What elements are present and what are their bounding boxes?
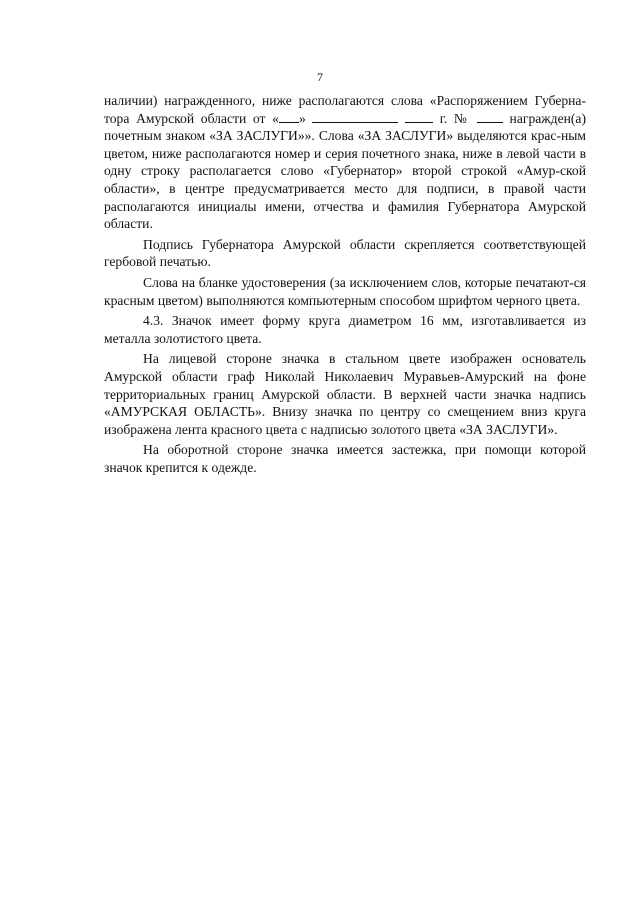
paragraph-6: На оборотной стороне значка имеется застежка, при помощи которой значок крепится к одежде. xyxy=(104,442,586,475)
paragraph-5: На лицевой стороне значка в стальном цвете изображен основатель Амурской области граф Николай Николаевич Муравьев-Амурский на фоне территориальных границ Амурской области. В верхней части значка надпись «АМУРСКАЯ ОБЛАСТЬ». Внизу значка по центру со смещением вниз круга изображена лента красного цвета с надписью золотого цвета «ЗА ЗАСЛУГИ». xyxy=(104,351,586,437)
paragraph-4: 4.3. Значок имеет форму круга диаметром 16 мм, изготавливается из металла золотистого цвета. xyxy=(104,313,586,346)
document-body xyxy=(104,92,586,479)
paragraph-1-text-c: г. № xyxy=(433,110,477,126)
page-number: 7 xyxy=(317,70,323,84)
paragraph-1-text-a: наличии) награжденного, ниже располагаются слова «Распоряжением Губерна-тора Амурской области от « xyxy=(104,93,586,126)
day-blank xyxy=(279,110,299,123)
paragraph-1 xyxy=(104,92,586,233)
paragraph-3: Слова на бланке удостоверения (за исключением слов, которые печатают-ся красным цветом) выполняются компьютерным способом шрифтом черного цвета. xyxy=(104,274,586,308)
paragraph-1-text-b: » xyxy=(298,110,313,126)
year-blank xyxy=(405,110,433,123)
month-blank xyxy=(312,110,398,123)
number-blank xyxy=(477,110,503,123)
paragraph-1-text-d: награжден(а) почетным знаком «ЗА ЗАСЛУГИ»». Слова «ЗА ЗАСЛУГИ» выделяются крас-ным цветом, ниже располагаются номер и серия почетного знака, ниже в левой части в одну строку располагается слово «Губернатор» второй строкой «Амур-ской области», в центре предусматривается место для подписи, в правой части располагаются инициалы имени, отчества и фамилия Губернатора Амурской области. xyxy=(104,110,586,232)
paragraph-2: Подпись Губернатора Амурской области скрепляется соответствующей гербовой печатью. xyxy=(104,236,586,270)
